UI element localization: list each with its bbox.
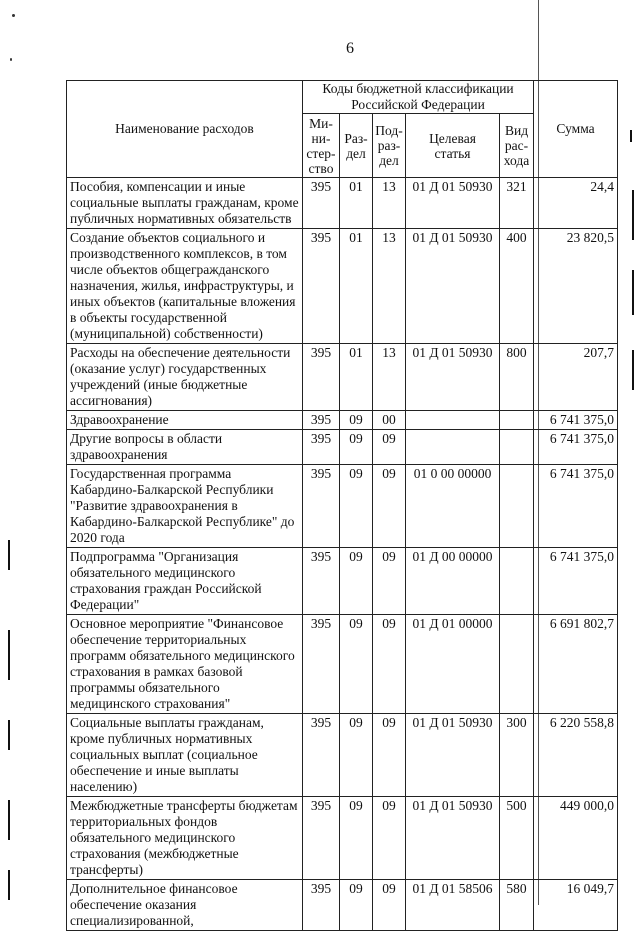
cell-name: Основное мероприятие "Финансовое обеспечение территориальных программ обязательного медицинского страхования в рамках базовой программы обязательного медицинского страхования" [67, 615, 303, 714]
cell-expense-type: 800 [500, 344, 534, 411]
scan-edge-mark [632, 190, 634, 240]
cell-amount: 6 220 558,8 [534, 714, 618, 797]
cell-ministry: 395 [303, 411, 340, 430]
cell-subsection: 13 [373, 178, 406, 229]
table-row [67, 430, 618, 465]
cell-ministry: 395 [303, 880, 340, 931]
cell-amount: 449 000,0 [534, 797, 618, 880]
cell-amount: 16 049,7 [534, 880, 618, 931]
scan-edge-mark [8, 540, 10, 570]
header-target: Целевая статья [406, 114, 500, 178]
header-amount: Сумма [534, 81, 618, 178]
cell-amount: 6 741 375,0 [534, 411, 618, 430]
cell-ministry: 395 [303, 797, 340, 880]
cell-ministry: 395 [303, 465, 340, 548]
cell-section: 09 [340, 430, 373, 465]
cell-name: Государственная программа Кабардино-Балкарской Республики "Развитие здравоохранения в Кабардино-Балкарской Республике" до 2020 года [67, 465, 303, 548]
table-row [67, 615, 618, 714]
scan-edge-mark [8, 800, 10, 840]
cell-name: Подпрограмма "Организация обязательного медицинского страхования граждан Российской Федерации" [67, 548, 303, 615]
table-row [67, 344, 618, 411]
cell-section: 01 [340, 178, 373, 229]
table-row [67, 229, 618, 344]
cell-subsection: 09 [373, 880, 406, 931]
cell-section: 09 [340, 465, 373, 548]
cell-amount: 24,4 [534, 178, 618, 229]
budget-table [66, 80, 618, 931]
page-number: 6 [346, 40, 354, 57]
scan-speck [10, 58, 12, 61]
cell-amount: 6 741 375,0 [534, 465, 618, 548]
table-row [67, 548, 618, 615]
cell-ministry: 395 [303, 344, 340, 411]
table-row [67, 178, 618, 229]
cell-expense-type [500, 465, 534, 548]
cell-subsection: 13 [373, 344, 406, 411]
cell-section: 09 [340, 714, 373, 797]
cell-subsection: 09 [373, 465, 406, 548]
cell-amount: 6 741 375,0 [534, 548, 618, 615]
cell-name: Здравоохранение [67, 411, 303, 430]
cell-name: Расходы на обеспечение деятельности (оказание услуг) государственных учреждений (иные бюджетные ассигнования) [67, 344, 303, 411]
header-subsection: Под- раз- дел [373, 114, 406, 178]
cell-subsection: 13 [373, 229, 406, 344]
cell-subsection: 09 [373, 615, 406, 714]
cell-target: 01 Д 01 50930 [406, 344, 500, 411]
cell-section: 09 [340, 411, 373, 430]
cell-expense-type: 300 [500, 714, 534, 797]
cell-section: 01 [340, 344, 373, 411]
cell-section: 09 [340, 615, 373, 714]
cell-subsection: 09 [373, 797, 406, 880]
scan-edge-mark [632, 270, 634, 315]
cell-name: Социальные выплаты гражданам, кроме публичных нормативных социальных выплат (социальное обеспечение и иные выплаты населению) [67, 714, 303, 797]
table-row [67, 714, 618, 797]
cell-section: 09 [340, 548, 373, 615]
scan-edge-mark [632, 350, 634, 390]
cell-ministry: 395 [303, 229, 340, 344]
table-row [67, 880, 618, 931]
cell-amount: 207,7 [534, 344, 618, 411]
header-section: Раз- дел [340, 114, 373, 178]
scan-edge-mark [8, 870, 10, 900]
header-ministry: Ми- ни- стер- ство [303, 114, 340, 178]
cell-target: 01 0 00 00000 [406, 465, 500, 548]
cell-name: Дополнительное финансовое обеспечение оказания специализированной, [67, 880, 303, 931]
cell-section: 09 [340, 880, 373, 931]
table-row [67, 411, 618, 430]
cell-ministry: 395 [303, 714, 340, 797]
cell-name: Создание объектов социального и производственного комплексов, в том числе объектов общегражданского назначения, жилья, инфраструктуры, и иных объектов (капитальные вложения в объекты государственной (муниципальной) собственности) [67, 229, 303, 344]
cell-expense-type [500, 615, 534, 714]
header-expense-type: Вид рас- хода [500, 114, 534, 178]
cell-expense-type: 500 [500, 797, 534, 880]
cell-target: 01 Д 01 50930 [406, 229, 500, 344]
cell-name: Пособия, компенсации и иные социальные выплаты гражданам, кроме публичных нормативных обязательств [67, 178, 303, 229]
table-row [67, 465, 618, 548]
cell-expense-type [500, 411, 534, 430]
table-row [67, 797, 618, 880]
cell-target: 01 Д 01 50930 [406, 714, 500, 797]
cell-name: Другие вопросы в области здравоохранения [67, 430, 303, 465]
cell-target: 01 Д 01 00000 [406, 615, 500, 714]
cell-ministry: 395 [303, 178, 340, 229]
cell-amount: 6 691 802,7 [534, 615, 618, 714]
cell-target: 01 Д 01 50930 [406, 178, 500, 229]
cell-ministry: 395 [303, 615, 340, 714]
cell-amount: 6 741 375,0 [534, 430, 618, 465]
scan-edge-mark [8, 720, 10, 750]
cell-section: 09 [340, 797, 373, 880]
cell-amount: 23 820,5 [534, 229, 618, 344]
header-codes-group: Коды бюджетной классификации Российской Федерации [303, 81, 534, 114]
cell-target: 01 Д 00 00000 [406, 548, 500, 615]
scan-edge-mark [630, 130, 632, 142]
cell-expense-type [500, 430, 534, 465]
cell-name: Межбюджетные трансферты бюджетам территориальных фондов обязательного медицинского страхования (межбюджетные трансферты) [67, 797, 303, 880]
cell-target: 01 Д 01 58506 [406, 880, 500, 931]
table-body [67, 178, 618, 931]
header-row [67, 81, 618, 114]
cell-ministry: 395 [303, 548, 340, 615]
cell-subsection: 09 [373, 714, 406, 797]
cell-expense-type: 580 [500, 880, 534, 931]
scan-edge-mark [8, 630, 10, 680]
cell-target [406, 411, 500, 430]
cell-expense-type: 321 [500, 178, 534, 229]
cell-target [406, 430, 500, 465]
cell-subsection: 09 [373, 430, 406, 465]
header-name: Наименование расходов [67, 81, 303, 178]
cell-ministry: 395 [303, 430, 340, 465]
scan-speck [12, 14, 15, 17]
cell-section: 01 [340, 229, 373, 344]
cell-subsection: 09 [373, 548, 406, 615]
cell-expense-type [500, 548, 534, 615]
cell-expense-type: 400 [500, 229, 534, 344]
cell-target: 01 Д 01 50930 [406, 797, 500, 880]
cell-subsection: 00 [373, 411, 406, 430]
